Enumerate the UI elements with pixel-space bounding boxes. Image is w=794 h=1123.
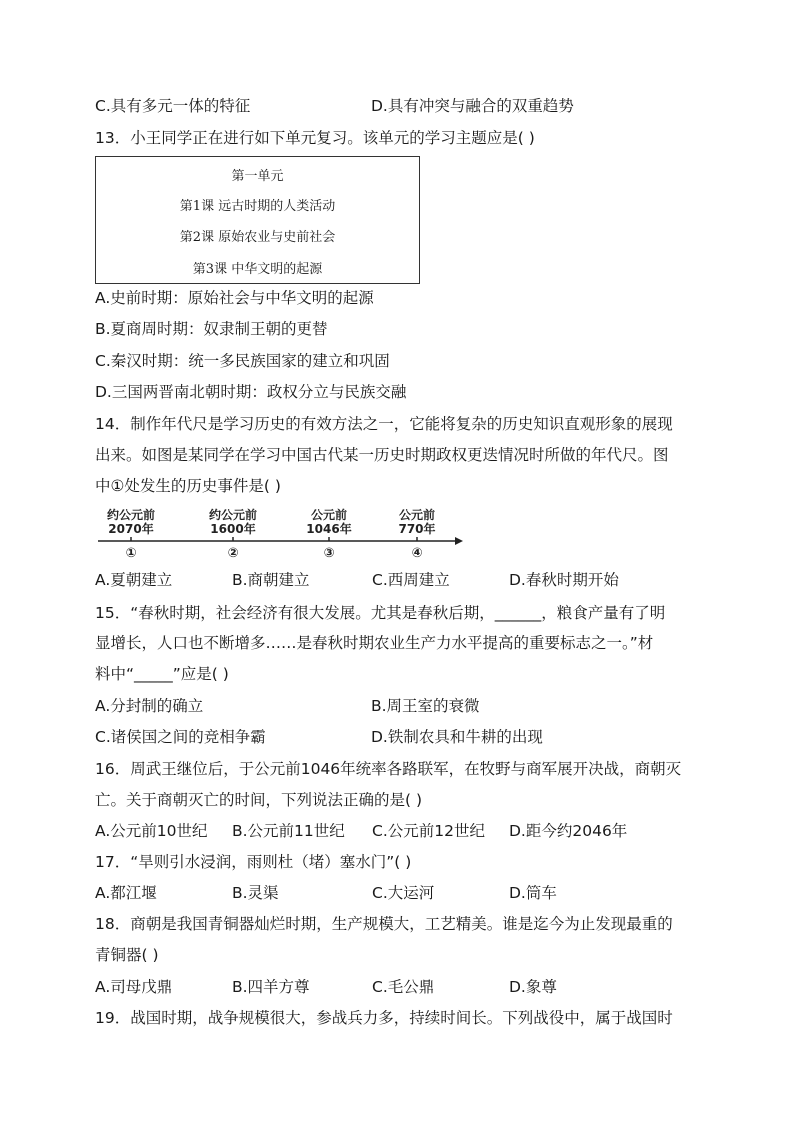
unit-lesson-3: 第3课 中华文明的起源: [192, 262, 323, 277]
q17-stem: 17．“旱则引水浸润，雨则杜（堵）塞水门”( ): [95, 853, 412, 871]
q14-timeline: [95, 505, 465, 563]
q15-stem-line-1: 15．“春秋时期，社会经济有很大发展。尤其是春秋后期，______，粮食产量有了明: [95, 604, 666, 622]
q15-option-c[interactable]: C.诸侯国之间的竞相争霸: [95, 728, 266, 746]
timeline-point-2-bottom: 1600年: [210, 522, 256, 536]
timeline-point-4-bottom: 770年: [398, 522, 436, 536]
q18-option-b[interactable]: B.四羊方尊: [232, 978, 310, 996]
q14-option-d[interactable]: D.春秋时期开始: [509, 571, 619, 589]
timeline-point-3-bottom: 1046年: [306, 522, 352, 536]
q19-stem: 19．战国时期，战争规模很大，参战兵力多，持续时间长。下列战役中，属于战国时: [95, 1009, 673, 1027]
timeline-point-2-mark: ②: [227, 546, 239, 561]
q15-option-a[interactable]: A.分封制的确立: [95, 697, 204, 715]
q14-stem-line-1: 14．制作年代尺是学习历史的有效方法之一，它能将复杂的历史知识直观形象的展现: [95, 415, 673, 433]
q15-option-d[interactable]: D.铁制农具和牛耕的出现: [371, 728, 543, 746]
q17-option-a[interactable]: A.都江堰: [95, 884, 157, 902]
timeline-point-2: [209, 507, 257, 561]
q16-option-c[interactable]: C.公元前12世纪: [372, 822, 485, 840]
q13-stem: 13．小王同学正在进行如下单元复习。该单元的学习主题应是( ): [95, 129, 535, 147]
q14-stem-line-3: 中①处发生的历史事件是( ): [95, 477, 281, 495]
timeline-point-3-mark: ③: [323, 546, 335, 561]
q13-option-a[interactable]: A.史前时期：原始社会与中华文明的起源: [95, 289, 374, 307]
q18-stem-line-1: 18．商朝是我国青铜器灿烂时期，生产规模大，工艺精美。谁是迄今为止发现最重的: [95, 915, 673, 933]
q13-unit-box: [95, 156, 420, 284]
timeline-point-4-top: 公元前: [398, 508, 436, 522]
timeline-point-3-top: 公元前: [310, 508, 348, 522]
q13-option-d[interactable]: D.三国两晋南北朝时期：政权分立与民族交融: [95, 383, 407, 401]
timeline-point-1: [107, 507, 155, 561]
q16-stem-line-1: 16．周武王继位后，于公元前1046年统率各路联军，在牧野与商军展开决战，商朝灭: [95, 760, 682, 778]
timeline-point-2-top: 约公元前: [208, 508, 258, 522]
timeline-point-4-mark: ④: [411, 546, 423, 561]
timeline-point-1-top: 约公元前: [106, 508, 156, 522]
q17-option-d[interactable]: D.筒车: [509, 884, 557, 902]
timeline-arrow-icon: [455, 537, 463, 545]
timeline-point-1-bottom: 2070年: [108, 522, 154, 536]
q12-option-d[interactable]: D.具有冲突与融合的双重趋势: [371, 97, 574, 115]
timeline-point-1-mark: ①: [125, 546, 137, 561]
q16-option-a[interactable]: A.公元前10世纪: [95, 822, 208, 840]
q14-option-a[interactable]: A.夏朝建立: [95, 571, 173, 589]
q16-option-d[interactable]: D.距今约2046年: [509, 822, 628, 840]
timeline-point-4: [398, 507, 435, 561]
q15-option-b[interactable]: B.周王室的衰微: [371, 697, 480, 715]
unit-lesson-1: 第1课 远古时期的人类活动: [179, 199, 336, 214]
q15-stem-line-2: 显增长，人口也不断增多……是春秋时期农业生产力水平提高的重要标志之一。”材: [95, 634, 654, 652]
q14-option-c[interactable]: C.西周建立: [372, 571, 450, 589]
q18-option-a[interactable]: A.司母戊鼎: [95, 978, 173, 996]
q17-option-b[interactable]: B.灵渠: [232, 884, 279, 902]
q14-stem-line-2: 出来。如图是某同学在学习中国古代某一历史时期政权更迭情况时所做的年代尺。图: [95, 446, 669, 464]
q18-option-c[interactable]: C.毛公鼎: [372, 978, 435, 996]
q18-option-d[interactable]: D.象尊: [509, 978, 557, 996]
q13-option-b[interactable]: B.夏商周时期：奴隶制王朝的更替: [95, 320, 328, 338]
q13-option-c[interactable]: C.秦汉时期：统一多民族国家的建立和巩固: [95, 352, 390, 370]
q15-stem-line-3: 料中“_____”应是( ): [95, 665, 229, 683]
q14-option-b[interactable]: B.商朝建立: [232, 571, 310, 589]
q16-option-b[interactable]: B.公元前11世纪: [232, 822, 345, 840]
q16-stem-line-2: 亡。关于商朝灭亡的时间，下列说法正确的是( ): [95, 791, 423, 809]
timeline-point-3: [306, 507, 351, 561]
q18-stem-line-2: 青铜器( ): [95, 946, 159, 964]
q17-option-c[interactable]: C.大运河: [372, 884, 435, 902]
q12-option-c[interactable]: C.具有多元一体的特征: [95, 97, 251, 115]
unit-title: 第一单元: [231, 169, 284, 184]
unit-lesson-2: 第2课 原始农业与史前社会: [179, 230, 336, 245]
